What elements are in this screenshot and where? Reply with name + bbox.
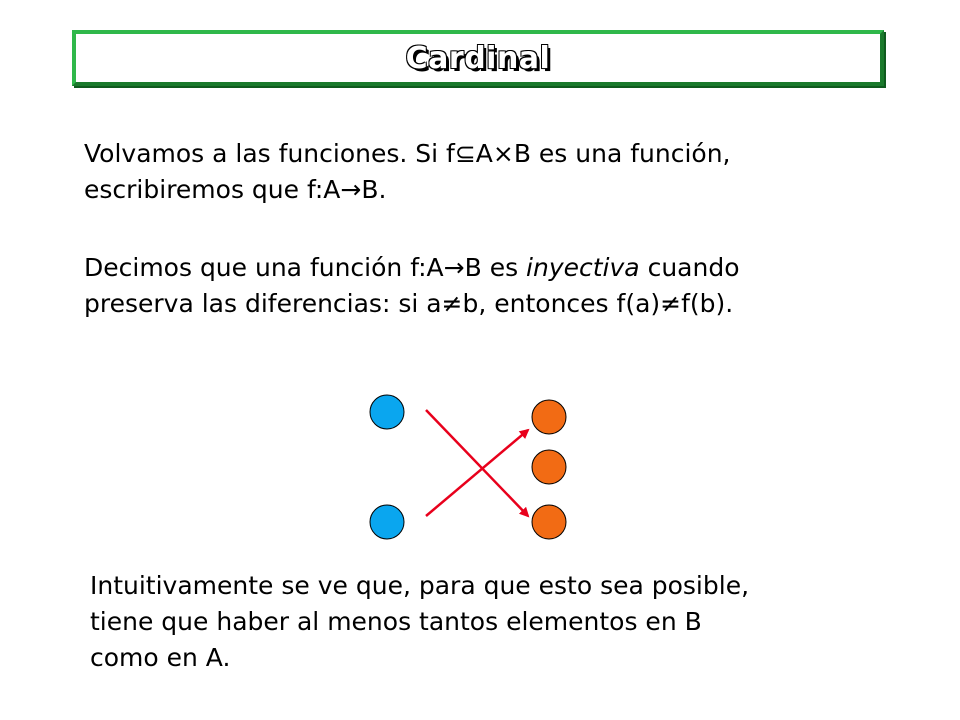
mapping-arrow-1-to-3 — [426, 410, 528, 516]
title-banner — [72, 30, 884, 86]
set-b-element-1 — [532, 400, 566, 434]
paragraph-intuition-line-3: como en A. — [90, 643, 231, 672]
paragraph-intuition-line-1: Intuitivamente se ve que, para que esto sea posible, — [90, 571, 750, 600]
set-b-element-3 — [532, 505, 566, 539]
set-b-element-2 — [532, 450, 566, 484]
injective-text-before: Decimos que una función f:A→B es — [84, 253, 527, 282]
set-a-element-2 — [370, 505, 404, 539]
injective-text-after: cuando — [639, 253, 740, 282]
paragraph-functions-line-2: escribiremos que f:A→B. — [84, 175, 387, 204]
mapping-arrows — [426, 410, 528, 516]
paragraph-intuition — [90, 568, 749, 676]
paragraph-intuition-line-2: tiene que haber al menos tantos elementos en B — [90, 607, 702, 636]
mapping-arrow-2-to-1 — [426, 430, 528, 516]
set-a-element-1 — [370, 395, 404, 429]
injective-term: inyectiva — [526, 253, 640, 282]
paragraph-injective — [84, 250, 740, 322]
paragraph-injective-line-2: preserva las diferencias: si a≠b, entonces f(a)≠f(b). — [84, 289, 734, 318]
set-a-elements — [370, 395, 404, 539]
injective-mapping-diagram — [360, 385, 580, 555]
set-b-elements — [532, 400, 566, 539]
paragraph-injective-line-1 — [84, 250, 740, 286]
paragraph-functions — [84, 136, 731, 208]
paragraph-functions-line-1: Volvamos a las funciones. Si f⊆A×B es una función, — [84, 139, 731, 168]
slide-title: Cardinal — [405, 40, 551, 76]
